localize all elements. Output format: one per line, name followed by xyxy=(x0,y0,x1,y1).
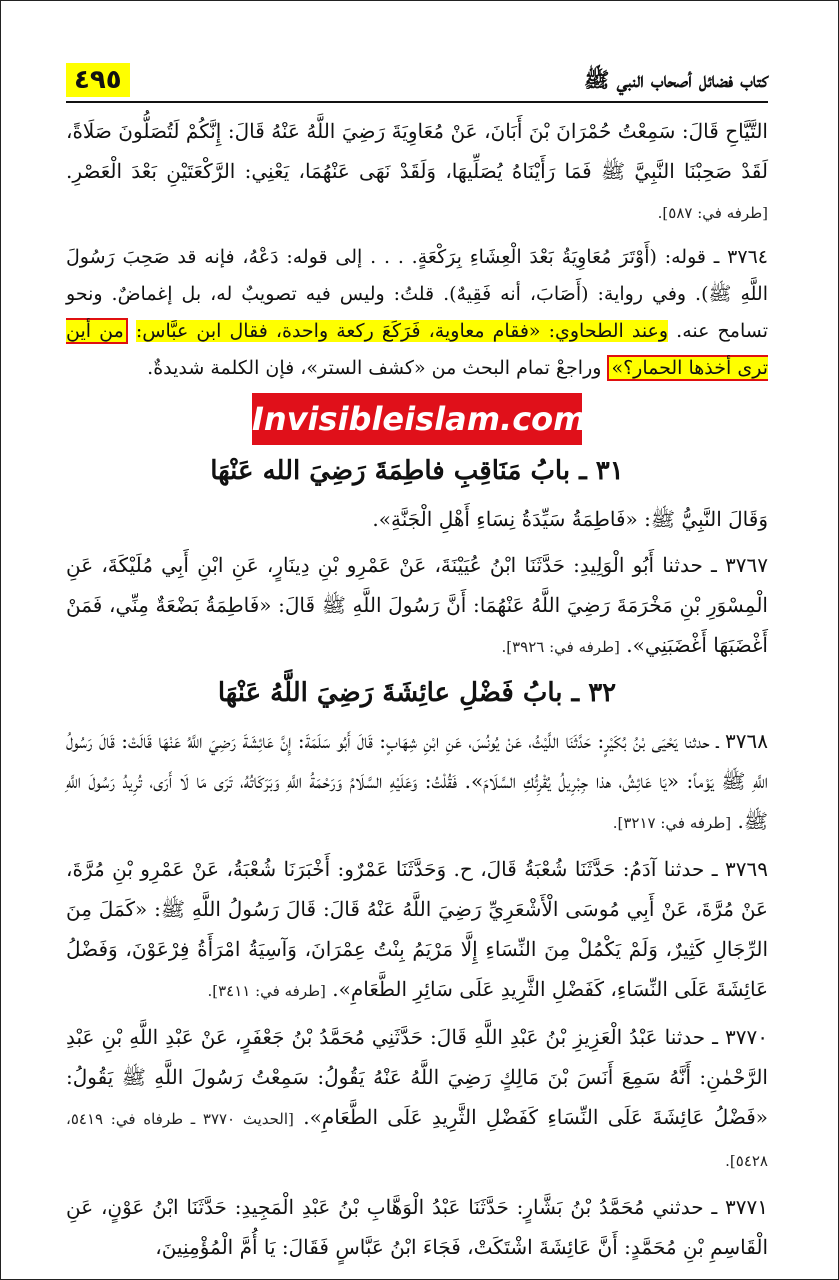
hadith-3769 xyxy=(66,849,768,1011)
hadith-3770 xyxy=(66,1017,768,1181)
hadith-3768 xyxy=(66,721,768,843)
paragraph-intro xyxy=(66,111,768,233)
book-title: كتاب فضائل أصحاب النبي ﷺ xyxy=(583,67,768,92)
paragraph-text: ٣٧٧٠ ـ حدثنا عَبْدُ الْعَزِيزِ بْنُ عَبْدِ اللَّهِ قَالَ: حَدَّثَنِي مُحَمَّدُ بْنُ جَعْفَرٍ، عَنْ عَبْدِ اللَّهِ بْنِ عَبْدِ الرَّحْمٰنِ: أَنَّهُ سَمِعَ أَنَسَ بْنَ مَالِكٍ رَضِيَ اللَّهُ عَنْهُ يَقُولُ: سَمِعْتُ رَسُولَ اللَّهِ ﷺ يَقُولُ: «فَضْلُ عَائِشَةَ عَلَى النِّسَاءِ كَفَضْلِ الثَّرِيدِ عَلَى الطَّعَامِ». xyxy=(66,1025,768,1129)
commentary-text-end: وراجعْ تمام البحث من «كشف الستر»، فإن الكلمة شديدةٌ. xyxy=(147,357,602,379)
cross-reference: [طرفه في: ٣٤١١]. xyxy=(207,982,326,1000)
cross-reference: [طرفه في: ٣٩٢٦]. xyxy=(501,638,620,656)
hadith-quote-fatima xyxy=(66,499,768,539)
paragraph-text: التَّيَّاحِ قَالَ: سَمِعْتُ حُمْرَانَ بْنَ أَبَانَ، عَنْ مُعَاوِيَةَ رَضِيَ اللَّهُ عَنْهُ قَالَ: إِنَّكُمْ لَتُصَلُّونَ صَلَاةً، لَقَدْ صَحِبْنَا النَّبِيَّ ﷺ فَمَا رَأَيْنَاهُ يُصَلِّيهَا، وَلَقَدْ نَهَى عَنْهُمَا، يَعْنِي: الرَّكْعَتَيْنِ بَعْدَ الْعَصْرِ. xyxy=(66,119,768,183)
paragraph-text: ٣٧٦٧ ـ حدثنا أَبُو الْوَلِيدِ: حَدَّثَنَا ابْنُ عُيَيْنَةَ، عَنْ عَمْرِو بْنِ دِينَارٍ، عَنِ ابْنِ أَبِي مُلَيْكَةَ، عَنِ الْمِسْوَرِ بْنِ مَخْرَمَةَ رَضِيَ اللَّهُ عَنْهُمَا: أَنَّ رَسُولَ اللَّهِ ﷺ قَالَ: «فَاطِمَةُ بَضْعَةٌ مِنِّي، فَمَنْ أَغْضَبَهَا أَغْضَبَنِي». xyxy=(66,553,768,657)
boxed-highlighted-quote: من أين ترى أخذها الحمار؟» xyxy=(66,320,768,379)
paragraph-text: وَقَالَ النَّبِيُّ ﷺ: «فَاطِمَةُ سَيِّدَةُ نِسَاءِ أَهْلِ الْجَنَّةِ». xyxy=(372,507,768,531)
commentary-3764 xyxy=(66,239,768,387)
chapter-heading-32: ٣٢ ـ بابُ فَضْلِ عائِشَةَ رَضِيَ اللَّهُ عَنْهَا xyxy=(217,678,617,708)
paragraph-text: ٣٧٦٩ ـ حدثنا آدَمُ: حَدَّثَنَا شُعْبَةُ قَالَ، ح. وَحَدَّثَنَا عَمْرٌو: أَخْبَرَنَا شُعْبَةُ، عَنْ عَمْرِو بْنِ مُرَّةَ، عَنْ مُرَّةَ، عَنْ أَبِي مُوسَى الْأَشْعَرِيِّ رَضِيَ اللَّهُ عَنْهُ قَالَ: قَالَ رَسُولُ اللَّهِ ﷺ: «كَمَلَ مِنَ الرِّجَالِ كَثِيرٌ، وَلَمْ يَكْمُلْ مِنَ النِّسَاءِ إِلَّا مَرْيَمُ بِنْتُ عِمْرَانَ، وَآسِيَةُ امْرَأَةُ فِرْعَوْنَ، وَفَضْلُ عَائِشَةَ عَلَى النِّسَاءِ، كَفَضْلِ الثَّرِيدِ عَلَى سَائِرِ الطَّعَامِ». xyxy=(66,857,768,1001)
paragraph-text: ٣٧٧١ ـ حدثني مُحَمَّدُ بْنُ بَشَّارٍ: حَدَّثَنَا عَبْدُ الْوَهَّابِ بْنُ عَبْدِ الْمَجِيدِ: حَدَّثَنَا ابْنُ عَوْنٍ، عَنِ الْقَاسِمِ بْنِ مُحَمَّدٍ: أَنَّ عَائِشَةَ اشْتَكَتْ، فَجَاءَ ابْنُ عَبَّاسٍ فَقَالَ: يَا أُمَّ الْمُؤْمِنِينَ، xyxy=(66,1195,768,1259)
cross-reference: [طرفه في: ٣٢١٧]. xyxy=(612,814,732,832)
cross-reference: [طرفه في: ٥٨٧]. xyxy=(657,204,768,222)
cross-reference: [الحديث ٣٧٧٠ ـ طرفاه في: ٥٤١٩، ٥٤٢٨]. xyxy=(66,1110,768,1170)
commentary-text: ٣٧٦٤ ـ قوله: (أَوْتَرَ مُعَاوِيَةُ بَعْدَ الْعِشَاءِ بِرَكْعَةٍ. . . . إلى قوله: دَعْهُ، فإنه قد صَحِبَ رَسُولَ اللَّهِ ﷺ). وفي رواية: (أَصَابَ، أنه فَقِيهٌ). قلتُ: وليس فيه تصويبٌ له، بل إغماضٌ. ونحو تسامح عنه. xyxy=(66,246,769,342)
highlighted-text: وعند الطحاوي: «فقام معاوية، فَرَكَعَ ركعة واحدة، فقال ابن عبَّاس: xyxy=(135,320,669,342)
hadith-3771 xyxy=(66,1187,768,1267)
page-number: ٤٩٥ xyxy=(66,63,130,97)
hadith-3767 xyxy=(66,545,768,667)
chapter-heading-31: ٣١ ـ بابُ مَنَاقِبِ فاطِمَةَ رَضِيَ الله عَنْهَا xyxy=(210,456,624,486)
page-content xyxy=(66,111,768,1273)
paragraph-text: ٣٧٦٨ ـ حدثنا يَحْيَى بْنُ بُكَيْرٍ: حَدَّثَنَا اللَّيْثُ، عَنْ يُونُسَ، عَنِ ابْنِ شِهَابٍ: قَالَ أَبُو سَلَمَةَ: إِنَّ عَائِشَةَ رَضِيَ اللَّهُ عَنْهَا قَالَتْ: قَالَ رَسُولُ اللَّهِ ﷺ يَوْماً: «يَا عَائِشُ، هذا جِبْرِيلُ يُقْرِئُكِ السَّلَامَ». فَقُلْتُ: وَعَلَيْهِ السَّلَامُ وَرَحْمَةُ اللَّهِ وَبَرَكَاتُهُ، تَرَى مَا لَا أَرَى، تُرِيدُ رَسُولَ اللَّهِ ﷺ. xyxy=(66,729,768,833)
page-header xyxy=(66,61,768,103)
watermark-banner: Invisibleislam.com xyxy=(252,393,582,445)
